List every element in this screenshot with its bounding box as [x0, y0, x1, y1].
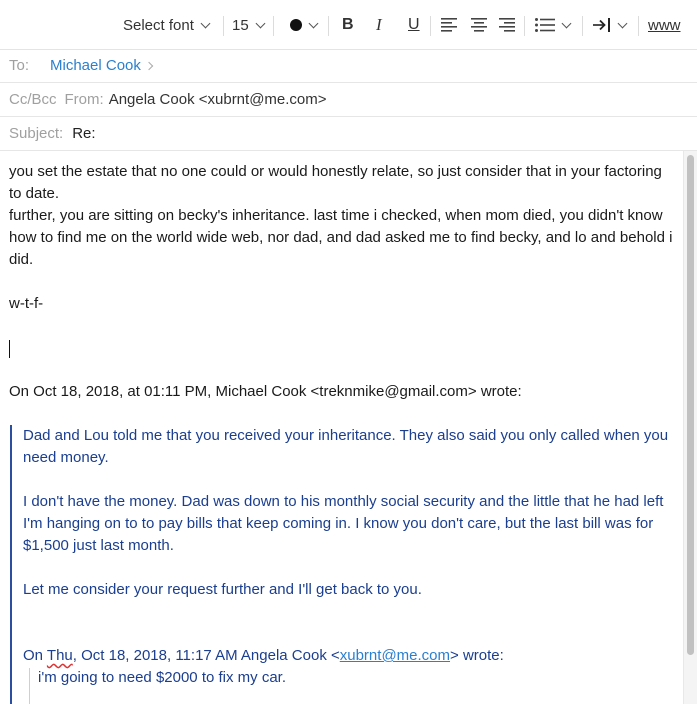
bullet-list-icon — [535, 18, 555, 32]
align-right-icon — [499, 18, 516, 32]
body-paragraph: you set the estate that no one could or would honestly relate, so just consider that in your factoring to date. — [9, 163, 662, 202]
chevron-down-icon — [562, 18, 572, 28]
italic-icon: I — [376, 15, 382, 34]
attr-rest: , Oct 18, 2018, 11:17 AM Angela Cook < — [72, 647, 340, 664]
nested-quote-bar — [29, 668, 30, 704]
scrollbar-track[interactable] — [683, 151, 697, 704]
subject-label: Subject: — [9, 125, 64, 142]
scrollbar-thumb[interactable] — [687, 155, 694, 655]
toolbar-divider — [430, 16, 431, 36]
bold-button[interactable] — [342, 0, 354, 50]
ccbcc-label[interactable]: Cc/Bcc — [9, 91, 57, 108]
font-select-label: Select font — [123, 16, 194, 34]
quoted-attribution — [23, 645, 673, 667]
insert-link-button[interactable] — [648, 0, 681, 50]
from-row — [0, 83, 697, 117]
quote-bar — [10, 425, 12, 704]
attr-end: > wrote: — [450, 647, 504, 664]
link-icon: www — [648, 16, 681, 34]
toolbar-divider — [223, 16, 224, 36]
toolbar-divider — [524, 16, 525, 36]
message-body[interactable] — [0, 151, 683, 704]
list-button[interactable] — [535, 0, 570, 50]
toolbar-divider — [273, 16, 274, 36]
to-recipient-token[interactable]: Michael Cook — [50, 57, 141, 74]
align-center-icon — [471, 18, 488, 32]
chevron-down-icon — [255, 18, 265, 28]
attr-on: On — [23, 647, 47, 664]
text-caret — [9, 340, 10, 358]
underline-icon: U — [408, 16, 420, 33]
to-label: To: — [9, 57, 30, 74]
font-size-label: 15 — [232, 16, 249, 34]
from-select[interactable]: Angela Cook <xubrnt@me.com> — [108, 91, 327, 108]
font-size-select[interactable] — [232, 0, 264, 50]
to-row — [0, 49, 697, 83]
indent-button[interactable] — [593, 0, 626, 50]
bold-icon: B — [342, 16, 354, 33]
body-paragraph: w-t-f- — [9, 295, 44, 312]
align-left-button[interactable] — [441, 0, 458, 50]
toolbar-divider — [638, 16, 639, 36]
nested-quoted-paragraph: i'm going to need $2000 to fix my car. — [38, 669, 287, 686]
misspelled-word: Thu — [46, 647, 73, 664]
subject-input[interactable]: Re: — [72, 125, 96, 142]
body-paragraph: further, you are sitting on becky's inheritance. last time i checked, when mom died, you didn't know how to find me on the world wide web, nor dad, and dad asked me to find becky, and lo and behold i did. — [9, 207, 673, 268]
align-right-button[interactable] — [499, 0, 516, 50]
underline-button[interactable] — [408, 0, 420, 50]
font-select[interactable] — [123, 0, 209, 50]
from-label: From: — [64, 91, 104, 108]
toolbar-divider — [582, 16, 583, 36]
reply-attribution: On Oct 18, 2018, at 01:11 PM, Michael Cook <treknmike@gmail.com> wrote: — [9, 383, 522, 400]
align-left-icon — [441, 18, 458, 32]
subject-row — [0, 117, 697, 151]
chevron-down-icon — [618, 18, 628, 28]
chevron-right-icon[interactable] — [145, 61, 153, 69]
text-color-button[interactable] — [290, 0, 317, 50]
quoted-paragraph: Let me consider your request further and I'll get back to you. — [23, 581, 422, 598]
toolbar-divider — [328, 16, 329, 36]
indent-icon — [593, 18, 611, 32]
align-center-button[interactable] — [471, 0, 488, 50]
color-swatch-icon — [290, 19, 302, 31]
quoted-paragraph: I don't have the money. Dad was down to his monthly social security and the little that he had left I'm hanging on to to pay bills that keep coming in. I know you don't care, but the last bill was for $1,500 just last month. — [23, 493, 664, 554]
chevron-down-icon — [200, 18, 210, 28]
quoted-paragraph: Dad and Lou told me that you received your inheritance. They also said you only called when you need money. — [23, 427, 669, 466]
format-toolbar — [0, 0, 697, 50]
italic-button[interactable] — [376, 0, 382, 50]
email-link[interactable]: xubrnt@me.com — [339, 647, 451, 664]
chevron-down-icon — [309, 18, 319, 28]
